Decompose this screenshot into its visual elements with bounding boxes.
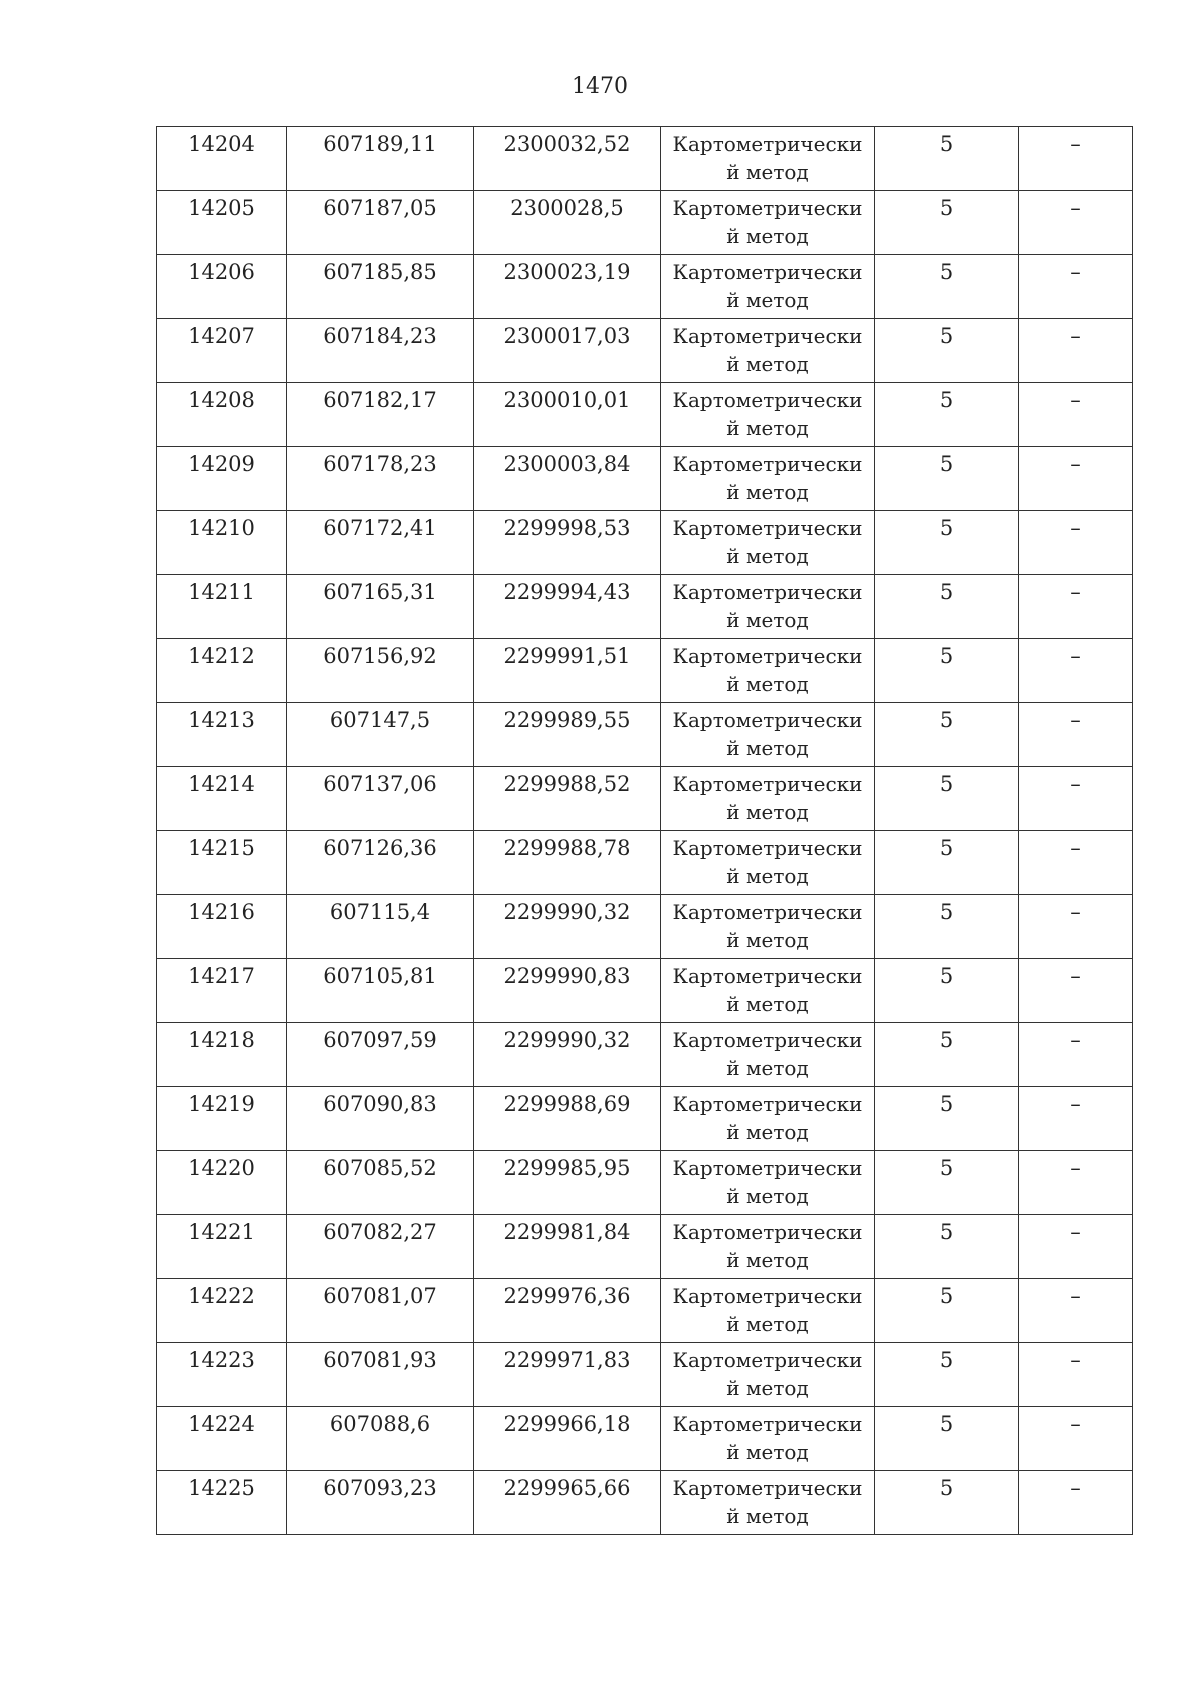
method-line-2: й метод [726,352,809,376]
point-number-cell: 14213 [157,703,287,767]
table-row [157,639,1133,703]
accuracy-cell: 5 [875,575,1019,639]
method-line-1: Картометрически [672,516,863,540]
x-coordinate-cell: 607185,85 [287,255,474,319]
y-coordinate-cell: 2300023,19 [474,255,661,319]
method-cell [661,1087,875,1151]
accuracy-cell: 5 [875,959,1019,1023]
method-cell [661,255,875,319]
description-cell: – [1019,1407,1133,1471]
point-number-cell: 14220 [157,1151,287,1215]
table-row [157,767,1133,831]
description-cell: – [1019,383,1133,447]
table-row [157,1343,1133,1407]
method-cell [661,319,875,383]
point-number-cell: 14209 [157,447,287,511]
y-coordinate-cell: 2299965,66 [474,1471,661,1535]
x-coordinate-cell: 607165,31 [287,575,474,639]
method-line-2: й метод [726,160,809,184]
x-coordinate-cell: 607081,93 [287,1343,474,1407]
method-line-1: Картометрически [672,1092,863,1116]
description-cell: – [1019,191,1133,255]
description-cell: – [1019,1087,1133,1151]
method-cell [661,511,875,575]
y-coordinate-cell: 2300003,84 [474,447,661,511]
accuracy-cell: 5 [875,1087,1019,1151]
method-cell [661,895,875,959]
table-row [157,831,1133,895]
x-coordinate-cell: 607178,23 [287,447,474,511]
description-cell: – [1019,1471,1133,1535]
method-line-2: й метод [726,1056,809,1080]
coordinates-table [156,126,1133,1535]
accuracy-cell: 5 [875,319,1019,383]
x-coordinate-cell: 607093,23 [287,1471,474,1535]
table-row [157,255,1133,319]
y-coordinate-cell: 2300032,52 [474,127,661,191]
method-line-2: й метод [726,672,809,696]
method-line-1: Картометрически [672,1412,863,1436]
point-number-cell: 14217 [157,959,287,1023]
description-cell: – [1019,255,1133,319]
point-number-cell: 14212 [157,639,287,703]
table-body [157,127,1133,1535]
x-coordinate-cell: 607137,06 [287,767,474,831]
accuracy-cell: 5 [875,1471,1019,1535]
accuracy-cell: 5 [875,1023,1019,1087]
table-row [157,895,1133,959]
description-cell: – [1019,511,1133,575]
description-cell: – [1019,127,1133,191]
y-coordinate-cell: 2299985,95 [474,1151,661,1215]
accuracy-cell: 5 [875,1151,1019,1215]
method-line-1: Картометрически [672,708,863,732]
method-cell [661,1471,875,1535]
y-coordinate-cell: 2299966,18 [474,1407,661,1471]
description-cell: – [1019,447,1133,511]
method-line-2: й метод [726,800,809,824]
method-line-1: Картометрически [672,772,863,796]
description-cell: – [1019,767,1133,831]
x-coordinate-cell: 607189,11 [287,127,474,191]
accuracy-cell: 5 [875,191,1019,255]
table-row [157,703,1133,767]
description-cell: – [1019,1215,1133,1279]
method-line-2: й метод [726,1312,809,1336]
point-number-cell: 14225 [157,1471,287,1535]
table-row [157,447,1133,511]
table-row [157,959,1133,1023]
point-number-cell: 14205 [157,191,287,255]
method-line-2: й метод [726,224,809,248]
method-line-1: Картометрически [672,196,863,220]
method-cell [661,639,875,703]
point-number-cell: 14222 [157,1279,287,1343]
point-number-cell: 14204 [157,127,287,191]
description-cell: – [1019,1151,1133,1215]
method-line-2: й метод [726,992,809,1016]
y-coordinate-cell: 2299988,52 [474,767,661,831]
method-line-1: Картометрически [672,260,863,284]
point-number-cell: 14206 [157,255,287,319]
method-line-2: й метод [726,608,809,632]
accuracy-cell: 5 [875,895,1019,959]
x-coordinate-cell: 607105,81 [287,959,474,1023]
y-coordinate-cell: 2299994,43 [474,575,661,639]
accuracy-cell: 5 [875,447,1019,511]
accuracy-cell: 5 [875,1215,1019,1279]
description-cell: – [1019,319,1133,383]
point-number-cell: 14216 [157,895,287,959]
description-cell: – [1019,1343,1133,1407]
point-number-cell: 14223 [157,1343,287,1407]
method-line-2: й метод [726,1248,809,1272]
table-row [157,191,1133,255]
method-cell [661,703,875,767]
page-number: 1470 [572,74,628,99]
x-coordinate-cell: 607147,5 [287,703,474,767]
table-row [157,1215,1133,1279]
method-line-1: Картометрически [672,836,863,860]
method-cell [661,1407,875,1471]
point-number-cell: 14214 [157,767,287,831]
accuracy-cell: 5 [875,831,1019,895]
y-coordinate-cell: 2299971,83 [474,1343,661,1407]
table-row [157,575,1133,639]
method-line-1: Картометрически [672,452,863,476]
point-number-cell: 14211 [157,575,287,639]
description-cell: – [1019,959,1133,1023]
y-coordinate-cell: 2299988,78 [474,831,661,895]
method-line-1: Картометрически [672,900,863,924]
y-coordinate-cell: 2299981,84 [474,1215,661,1279]
table-row [157,1023,1133,1087]
description-cell: – [1019,1023,1133,1087]
point-number-cell: 14218 [157,1023,287,1087]
x-coordinate-cell: 607156,92 [287,639,474,703]
method-line-2: й метод [726,928,809,952]
method-cell [661,127,875,191]
x-coordinate-cell: 607085,52 [287,1151,474,1215]
method-line-2: й метод [726,1504,809,1528]
accuracy-cell: 5 [875,639,1019,703]
method-line-1: Картометрически [672,1348,863,1372]
description-cell: – [1019,639,1133,703]
description-cell: – [1019,895,1133,959]
accuracy-cell: 5 [875,127,1019,191]
y-coordinate-cell: 2299989,55 [474,703,661,767]
method-cell [661,383,875,447]
y-coordinate-cell: 2299990,32 [474,895,661,959]
table-row [157,1407,1133,1471]
method-line-2: й метод [726,1376,809,1400]
method-line-2: й метод [726,544,809,568]
y-coordinate-cell: 2299991,51 [474,639,661,703]
method-line-2: й метод [726,1184,809,1208]
table-row [157,1471,1133,1535]
method-line-1: Картометрически [672,324,863,348]
accuracy-cell: 5 [875,383,1019,447]
method-line-1: Картометрически [672,1220,863,1244]
x-coordinate-cell: 607081,07 [287,1279,474,1343]
method-cell [661,959,875,1023]
accuracy-cell: 5 [875,703,1019,767]
table-row [157,1279,1133,1343]
method-line-2: й метод [726,416,809,440]
y-coordinate-cell: 2299998,53 [474,511,661,575]
method-line-2: й метод [726,1440,809,1464]
y-coordinate-cell: 2300010,01 [474,383,661,447]
method-line-2: й метод [726,480,809,504]
x-coordinate-cell: 607184,23 [287,319,474,383]
table-row [157,127,1133,191]
accuracy-cell: 5 [875,255,1019,319]
x-coordinate-cell: 607082,27 [287,1215,474,1279]
accuracy-cell: 5 [875,767,1019,831]
y-coordinate-cell: 2300028,5 [474,191,661,255]
method-cell [661,767,875,831]
accuracy-cell: 5 [875,511,1019,575]
description-cell: – [1019,831,1133,895]
method-line-1: Картометрически [672,1156,863,1180]
method-line-1: Картометрически [672,1028,863,1052]
method-line-2: й метод [726,288,809,312]
point-number-cell: 14215 [157,831,287,895]
method-cell [661,1215,875,1279]
x-coordinate-cell: 607115,4 [287,895,474,959]
table-row [157,1151,1133,1215]
table-row [157,383,1133,447]
y-coordinate-cell: 2299990,32 [474,1023,661,1087]
method-line-1: Картометрически [672,580,863,604]
method-cell [661,447,875,511]
accuracy-cell: 5 [875,1407,1019,1471]
method-line-1: Картометрически [672,1476,863,1500]
method-line-2: й метод [726,864,809,888]
table-row [157,1087,1133,1151]
x-coordinate-cell: 607126,36 [287,831,474,895]
method-cell [661,1279,875,1343]
description-cell: – [1019,703,1133,767]
y-coordinate-cell: 2300017,03 [474,319,661,383]
y-coordinate-cell: 2299988,69 [474,1087,661,1151]
method-cell [661,1023,875,1087]
table-row [157,511,1133,575]
method-line-2: й метод [726,1120,809,1144]
method-line-1: Картометрически [672,644,863,668]
y-coordinate-cell: 2299990,83 [474,959,661,1023]
method-cell [661,1151,875,1215]
point-number-cell: 14208 [157,383,287,447]
y-coordinate-cell: 2299976,36 [474,1279,661,1343]
method-cell [661,1343,875,1407]
method-line-1: Картометрически [672,964,863,988]
x-coordinate-cell: 607090,83 [287,1087,474,1151]
method-cell [661,831,875,895]
description-cell: – [1019,575,1133,639]
method-line-1: Картометрически [672,388,863,412]
x-coordinate-cell: 607182,17 [287,383,474,447]
x-coordinate-cell: 607187,05 [287,191,474,255]
point-number-cell: 14219 [157,1087,287,1151]
point-number-cell: 14207 [157,319,287,383]
method-line-1: Картометрически [672,1284,863,1308]
method-cell [661,191,875,255]
point-number-cell: 14221 [157,1215,287,1279]
x-coordinate-cell: 607172,41 [287,511,474,575]
table-row [157,319,1133,383]
point-number-cell: 14210 [157,511,287,575]
x-coordinate-cell: 607088,6 [287,1407,474,1471]
point-number-cell: 14224 [157,1407,287,1471]
accuracy-cell: 5 [875,1343,1019,1407]
x-coordinate-cell: 607097,59 [287,1023,474,1087]
method-line-2: й метод [726,736,809,760]
method-cell [661,575,875,639]
accuracy-cell: 5 [875,1279,1019,1343]
method-line-1: Картометрически [672,132,863,156]
description-cell: – [1019,1279,1133,1343]
